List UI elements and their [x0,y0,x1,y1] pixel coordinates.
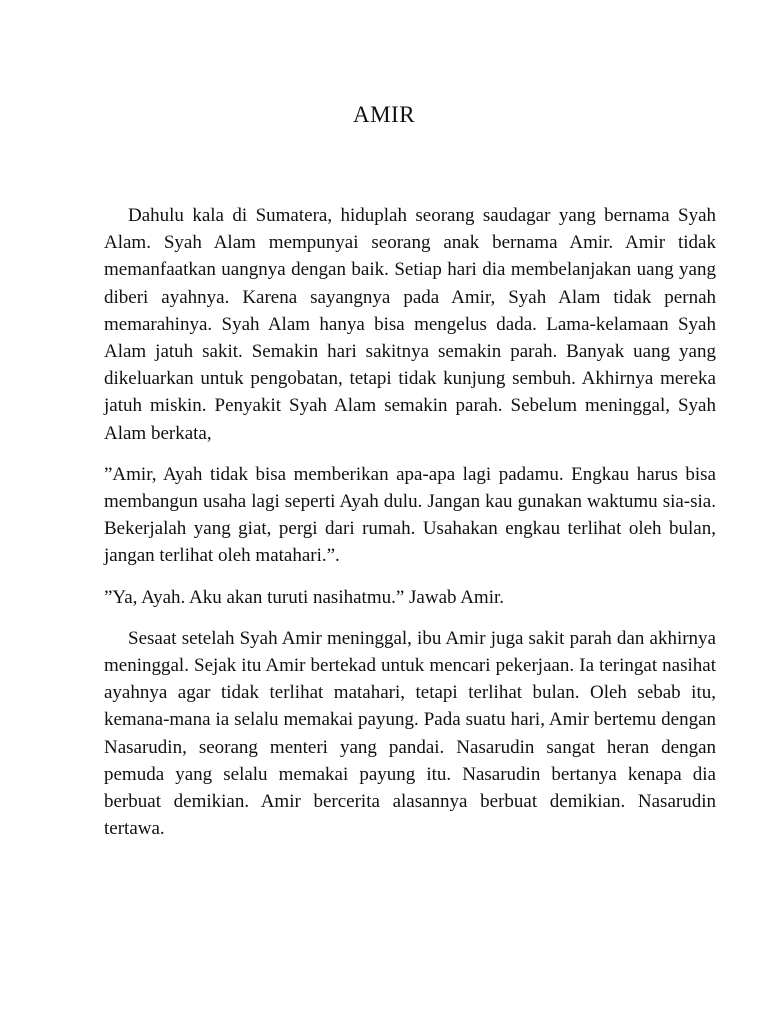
paragraph-spacer [104,611,716,625]
paragraph-intro: Dahulu kala di Sumatera, hiduplah seorang saudagar yang bernama Syah Alam. Syah Alam mempunyai seorang anak bernama Amir. Amir tidak memanfaatkan uangnya dengan baik. Setiap hari dia membelanjakan uang yang diberi ayahnya. Karena sayangnya pada Amir, Syah Alam tidak pernah memarahinya. Syah Alam hanya bisa mengelus dada. Lama-kelamaan Syah Alam jatuh sakit. Semakin hari sakitnya semakin parah. Banyak uang yang dikeluarkan untuk pengobatan, tetapi tidak kunjung sembuh. Akhirnya mereka jatuh miskin. Penyakit Syah Alam semakin parah. Sebelum meninggal, Syah Alam berkata, [104,205,716,444]
paragraph-father-advice: ”Amir, Ayah tidak bisa memberikan apa-apa lagi padamu. Engkau harus bisa membangun usaha lagi seperti Ayah dulu. Jangan kau gunakan waktumu sia-sia. Bekerjalah yang giat, pergi dari rumah. Usahakan engkau terlihat oleh bulan, jangan terlihat oleh matahari.”. [104,463,716,567]
story-body [104,202,716,842]
page-title: AMIR [352,102,416,127]
paragraph-spacer [104,447,716,461]
paragraph-spacer [104,570,716,584]
paragraph-after-death: Sesaat setelah Syah Amir meninggal, ibu Amir juga sakit parah dan akhirnya meninggal. Sejak itu Amir bertekad untuk mencari pekerjaan. Ia teringat nasihat ayahnya agar tidak terlihat matahari, tetapi terlihat bulan. Oleh sebab itu, kemana-mana ia selalu memakai payung. Pada suatu hari, Amir bertemu dengan Nasarudin, seorang menteri yang pandai. Nasarudin sangat heran dengan pemuda yang selalu memakai payung itu. Nasarudin bertanya kenapa dia berbuat demikian. Amir bercerita alasannya berbuat demikian. Nasarudin tertawa. [104,627,716,840]
paragraph-amir-reply: ”Ya, Ayah. Aku akan turuti nasihatmu.” Jawab Amir. [104,586,505,608]
